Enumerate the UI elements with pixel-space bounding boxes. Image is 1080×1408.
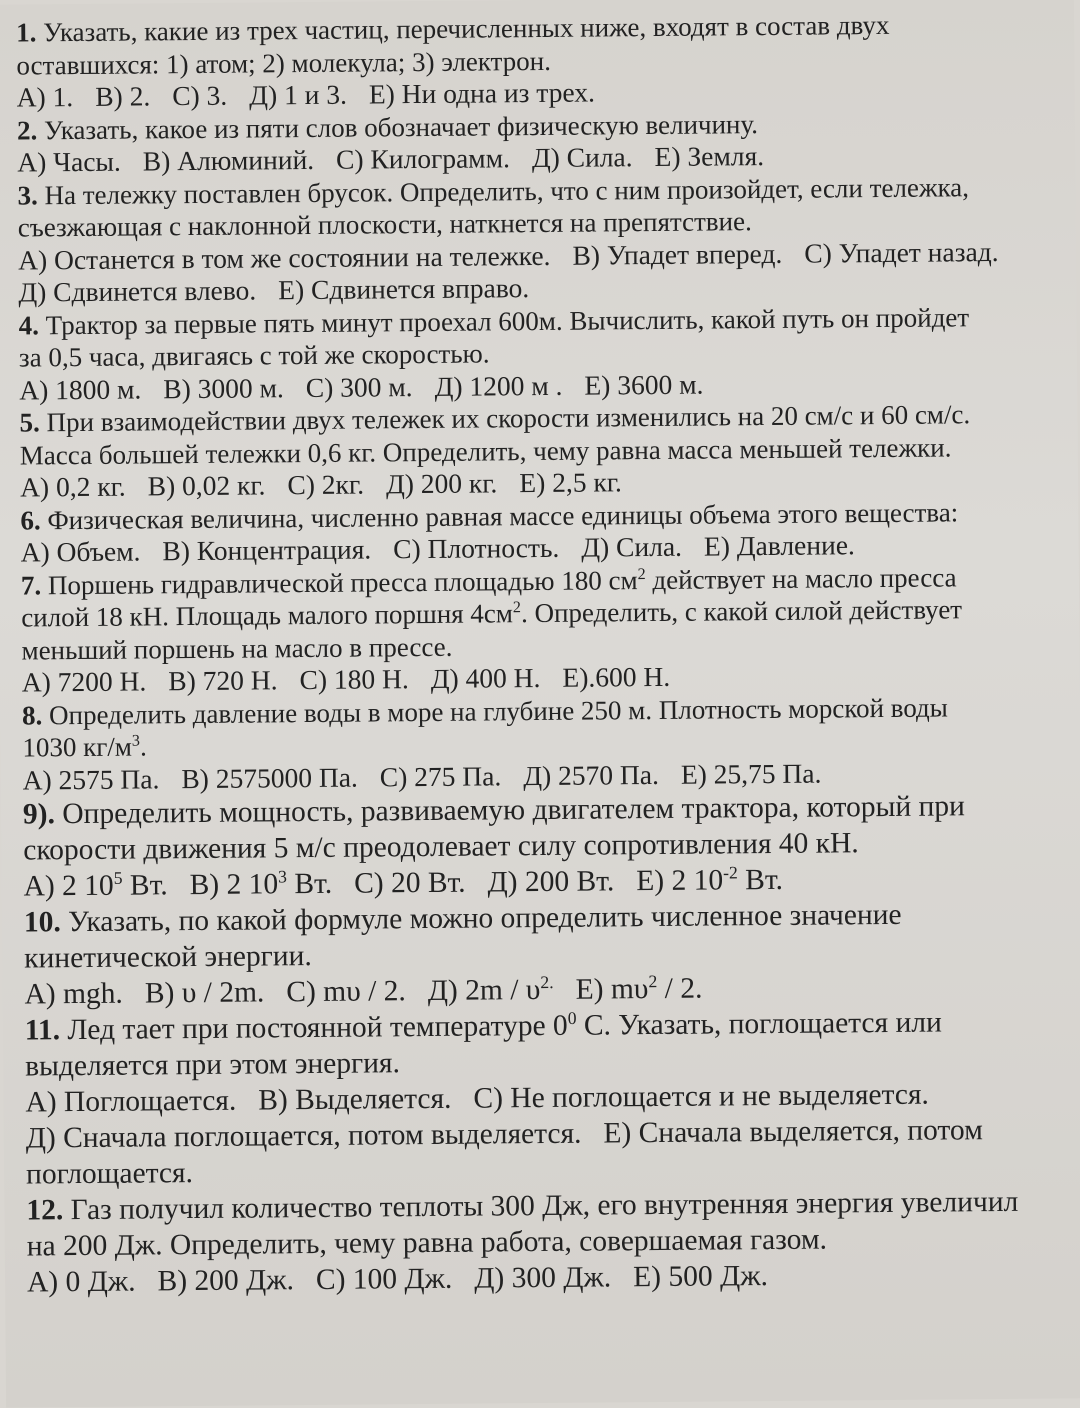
answer-e: Е) Сначала выделяется, потом: [603, 1114, 983, 1150]
answer-b: В) υ / 2m.: [144, 976, 265, 1010]
larger-text-section: [23, 787, 1065, 1300]
question-10: [24, 895, 1063, 1012]
question-text-line: выделяется при этом энергия.: [25, 1047, 401, 1083]
answer-e: Е) $m\upsilon^2 / 2$.: [575, 971, 703, 1006]
answer-a: А) Останется в том же состоянии на тележке.: [17, 239, 551, 276]
answer-c: С) Не поглощается и не выделяется.: [473, 1078, 929, 1115]
answer-e: Е) Сдвинется вправо.: [278, 272, 530, 306]
question-9: [23, 787, 1062, 904]
answer-e: Е) Ни одна из трех.: [368, 76, 596, 110]
answer-c: С) Упадет назад.: [804, 235, 999, 269]
answer-b: В) 2.: [95, 80, 151, 112]
answer-a: А) 7200 Н.: [21, 665, 147, 698]
question-number: 2.: [16, 114, 38, 146]
question-text-line: на 200 Дж. Определить, чему равна работа, совершаемая газом.: [26, 1223, 828, 1263]
question-number: 1.: [16, 17, 37, 48]
answer-b: В) 720 Н.: [168, 664, 278, 697]
superscript: 2: [512, 598, 522, 617]
answer-c: С) Килограмм.: [335, 142, 511, 175]
question-number: 10.: [23, 906, 61, 939]
answer-e: Е) Земля.: [654, 140, 765, 172]
question-text: Указать, какие из трех частиц, перечисленных ниже, входят в состав двух: [43, 9, 890, 48]
answer-e: Е) 2 $10^{-2}$ Вт.: [636, 862, 784, 898]
question-text: 1030 кг/м: [22, 731, 133, 763]
question-5: [19, 397, 1058, 504]
question-text: При взаимодействии двух тележек их скорости изменились на 20 см/с и 60 см/с.: [46, 399, 971, 438]
question-number: 4.: [18, 309, 40, 341]
question-text-line: съезжающая с наклонной плоскости, наткнется на препятствие.: [17, 206, 752, 243]
question-text: Определить давление воды в море на глубине 250 м. Плотность морской воды: [48, 691, 948, 730]
answer-c: С) mυ / 2.: [286, 975, 406, 1009]
answer-d: Д) 1 и 3.: [249, 78, 347, 111]
question-text-line: меньший поршень на масло в прессе.: [21, 631, 453, 666]
answer-e: Е) 500 Дж.: [633, 1260, 769, 1294]
question-text-line: скорости движения 5 м/с преодолевает силу сопротивления 40 кН.: [23, 827, 859, 867]
answer-options: [27, 1255, 1065, 1300]
answer-a: А) 0,2 кг.: [19, 470, 126, 503]
answer-c: С) 3.: [172, 79, 228, 112]
question-text: силой 18 кН. Площадь малого поршня 4см: [21, 598, 514, 633]
question-text: .: [139, 731, 147, 762]
question-text: действует на масло пресса: [645, 561, 957, 595]
question-8: [22, 690, 1061, 797]
answer-e: Е) Давление.: [703, 529, 855, 562]
question-1: [16, 7, 1055, 114]
superscript: 0: [567, 1007, 577, 1028]
question-text: Лед тает при постоянной температуре 0: [67, 1009, 568, 1047]
superscript: 3: [131, 731, 141, 750]
answer-a: А) mgh.: [24, 977, 124, 1011]
answer-c: С) 20 Вт.: [353, 866, 466, 900]
answer-d: Д) $2m / \upsilon^{2.}$: [427, 972, 554, 1007]
question-text: Физическая величина, численно равная массе единицы объема этого вещества:: [47, 496, 959, 535]
question-number: 9).: [22, 798, 56, 831]
answer-b: В) 3000 м.: [163, 371, 284, 404]
answer-c: С) Плотность.: [393, 531, 560, 565]
question-text: . Определить, с какой силой действует: [520, 594, 963, 629]
superscript: 2: [637, 564, 646, 583]
question-6: [20, 495, 1059, 569]
answer-a: А) 2 $10^5$ Вт.: [23, 867, 168, 903]
question-text: Трактор за первые пять минут проехал 600м. Вычислить, какой путь он пройдет: [45, 301, 970, 340]
question-text: Поршень гидравлической пресса площадью 180 см: [47, 564, 638, 600]
question-number: 11.: [24, 1014, 61, 1047]
question-text: На тележку поставлен брусок. Определить, что с ним произойдет, если тележка,: [44, 171, 970, 210]
question-number: 3.: [17, 179, 38, 211]
question-7: [21, 560, 1060, 699]
answer-e: Е) 3600 м.: [584, 368, 704, 401]
answer-b: В) 2 $10^3$ Вт.: [189, 866, 333, 902]
answer-a: А) 1800 м.: [19, 372, 142, 406]
question-number: 12.: [26, 1194, 64, 1227]
answer-a: А) 1.: [16, 81, 74, 113]
answer-d: Д) Сначала поглощается, потом выделяется.: [25, 1117, 582, 1155]
answer-e: Е).600 Н.: [562, 660, 671, 693]
question-12: [26, 1183, 1065, 1300]
answer-b: В) 0,02 кг.: [147, 469, 266, 502]
answer-d: Д) Сдвинется влево.: [18, 274, 257, 308]
answer-d: Д) 400 Н.: [430, 661, 541, 694]
answer-d: Д) Сила.: [581, 530, 683, 563]
question-text-line: оставшихся: 1) атом; 2) молекула; 3) электрон.: [16, 45, 552, 81]
question-text-line: за 0,5 часа, двигаясь с той же скоростью.: [18, 338, 490, 373]
answer-c: С) 180 Н.: [299, 663, 409, 696]
question-number: 8.: [21, 699, 43, 731]
question-4: [19, 300, 1058, 407]
answer-b: В) Выделяется.: [258, 1082, 452, 1117]
question-number: 6.: [20, 504, 41, 536]
answer-e-continued: поглощается.: [25, 1157, 194, 1191]
answer-a: А) 0 Дж.: [26, 1265, 136, 1299]
answer-b: В) Алюминий.: [142, 143, 315, 177]
answer-d: Д) 2570 Па.: [523, 758, 660, 791]
answer-c: С) 300 м.: [305, 370, 413, 403]
answer-a: А) Объем.: [20, 535, 141, 568]
answer-b: В) 200 Дж.: [157, 1264, 295, 1298]
question-number: 5.: [19, 407, 40, 438]
answer-c: С) 100 Дж.: [315, 1262, 453, 1296]
answer-a: А) 2575 Па.: [22, 762, 160, 796]
answer-a: А) Часы.: [17, 145, 121, 178]
answer-d: Д) 200 кг.: [385, 467, 498, 500]
answer-d: Д) 200 Вт.: [487, 865, 615, 899]
answer-d: Д) 1200 м .: [434, 369, 563, 402]
answer-b: В) Упадет вперед.: [572, 237, 783, 271]
question-2: [17, 105, 1056, 179]
question-text-line: Масса большей тележки 0,6 кг. Определить, чему равна масса меньшей тележки.: [19, 431, 952, 471]
answer-d: Д) 300 Дж.: [474, 1261, 612, 1295]
answer-b: В) Концентрация.: [162, 533, 372, 567]
answer-e: Е) 2,5 кг.: [519, 466, 622, 499]
answer-a: А) Поглощается.: [25, 1084, 237, 1119]
question-11: [25, 1003, 1065, 1192]
question-3: [17, 170, 1056, 309]
question-text: Газ получил количество теплоты 300 Дж, его внутренняя энергия увеличил: [70, 1185, 1019, 1227]
answer-b: В) 2575000 Па.: [181, 761, 358, 794]
answer-c: С) 275 Па.: [379, 759, 502, 792]
question-text: Определить мощность, развиваемую двигателем трактора, который при: [62, 790, 966, 831]
question-text: С. Указать, поглощается или: [576, 1006, 942, 1042]
question-text: Указать, по какой формуле можно определить численное значение: [68, 898, 902, 939]
question-number: 7.: [20, 569, 42, 601]
question-text-line: кинетической энергии.: [24, 940, 312, 975]
answer-d: Д) Сила.: [531, 141, 633, 174]
answer-c: С) 2кг.: [287, 468, 365, 501]
answer-e: Е) 25,75 Па.: [680, 757, 822, 790]
question-text: Указать, какое из пяти слов обозначает физическую величину.: [43, 108, 759, 145]
